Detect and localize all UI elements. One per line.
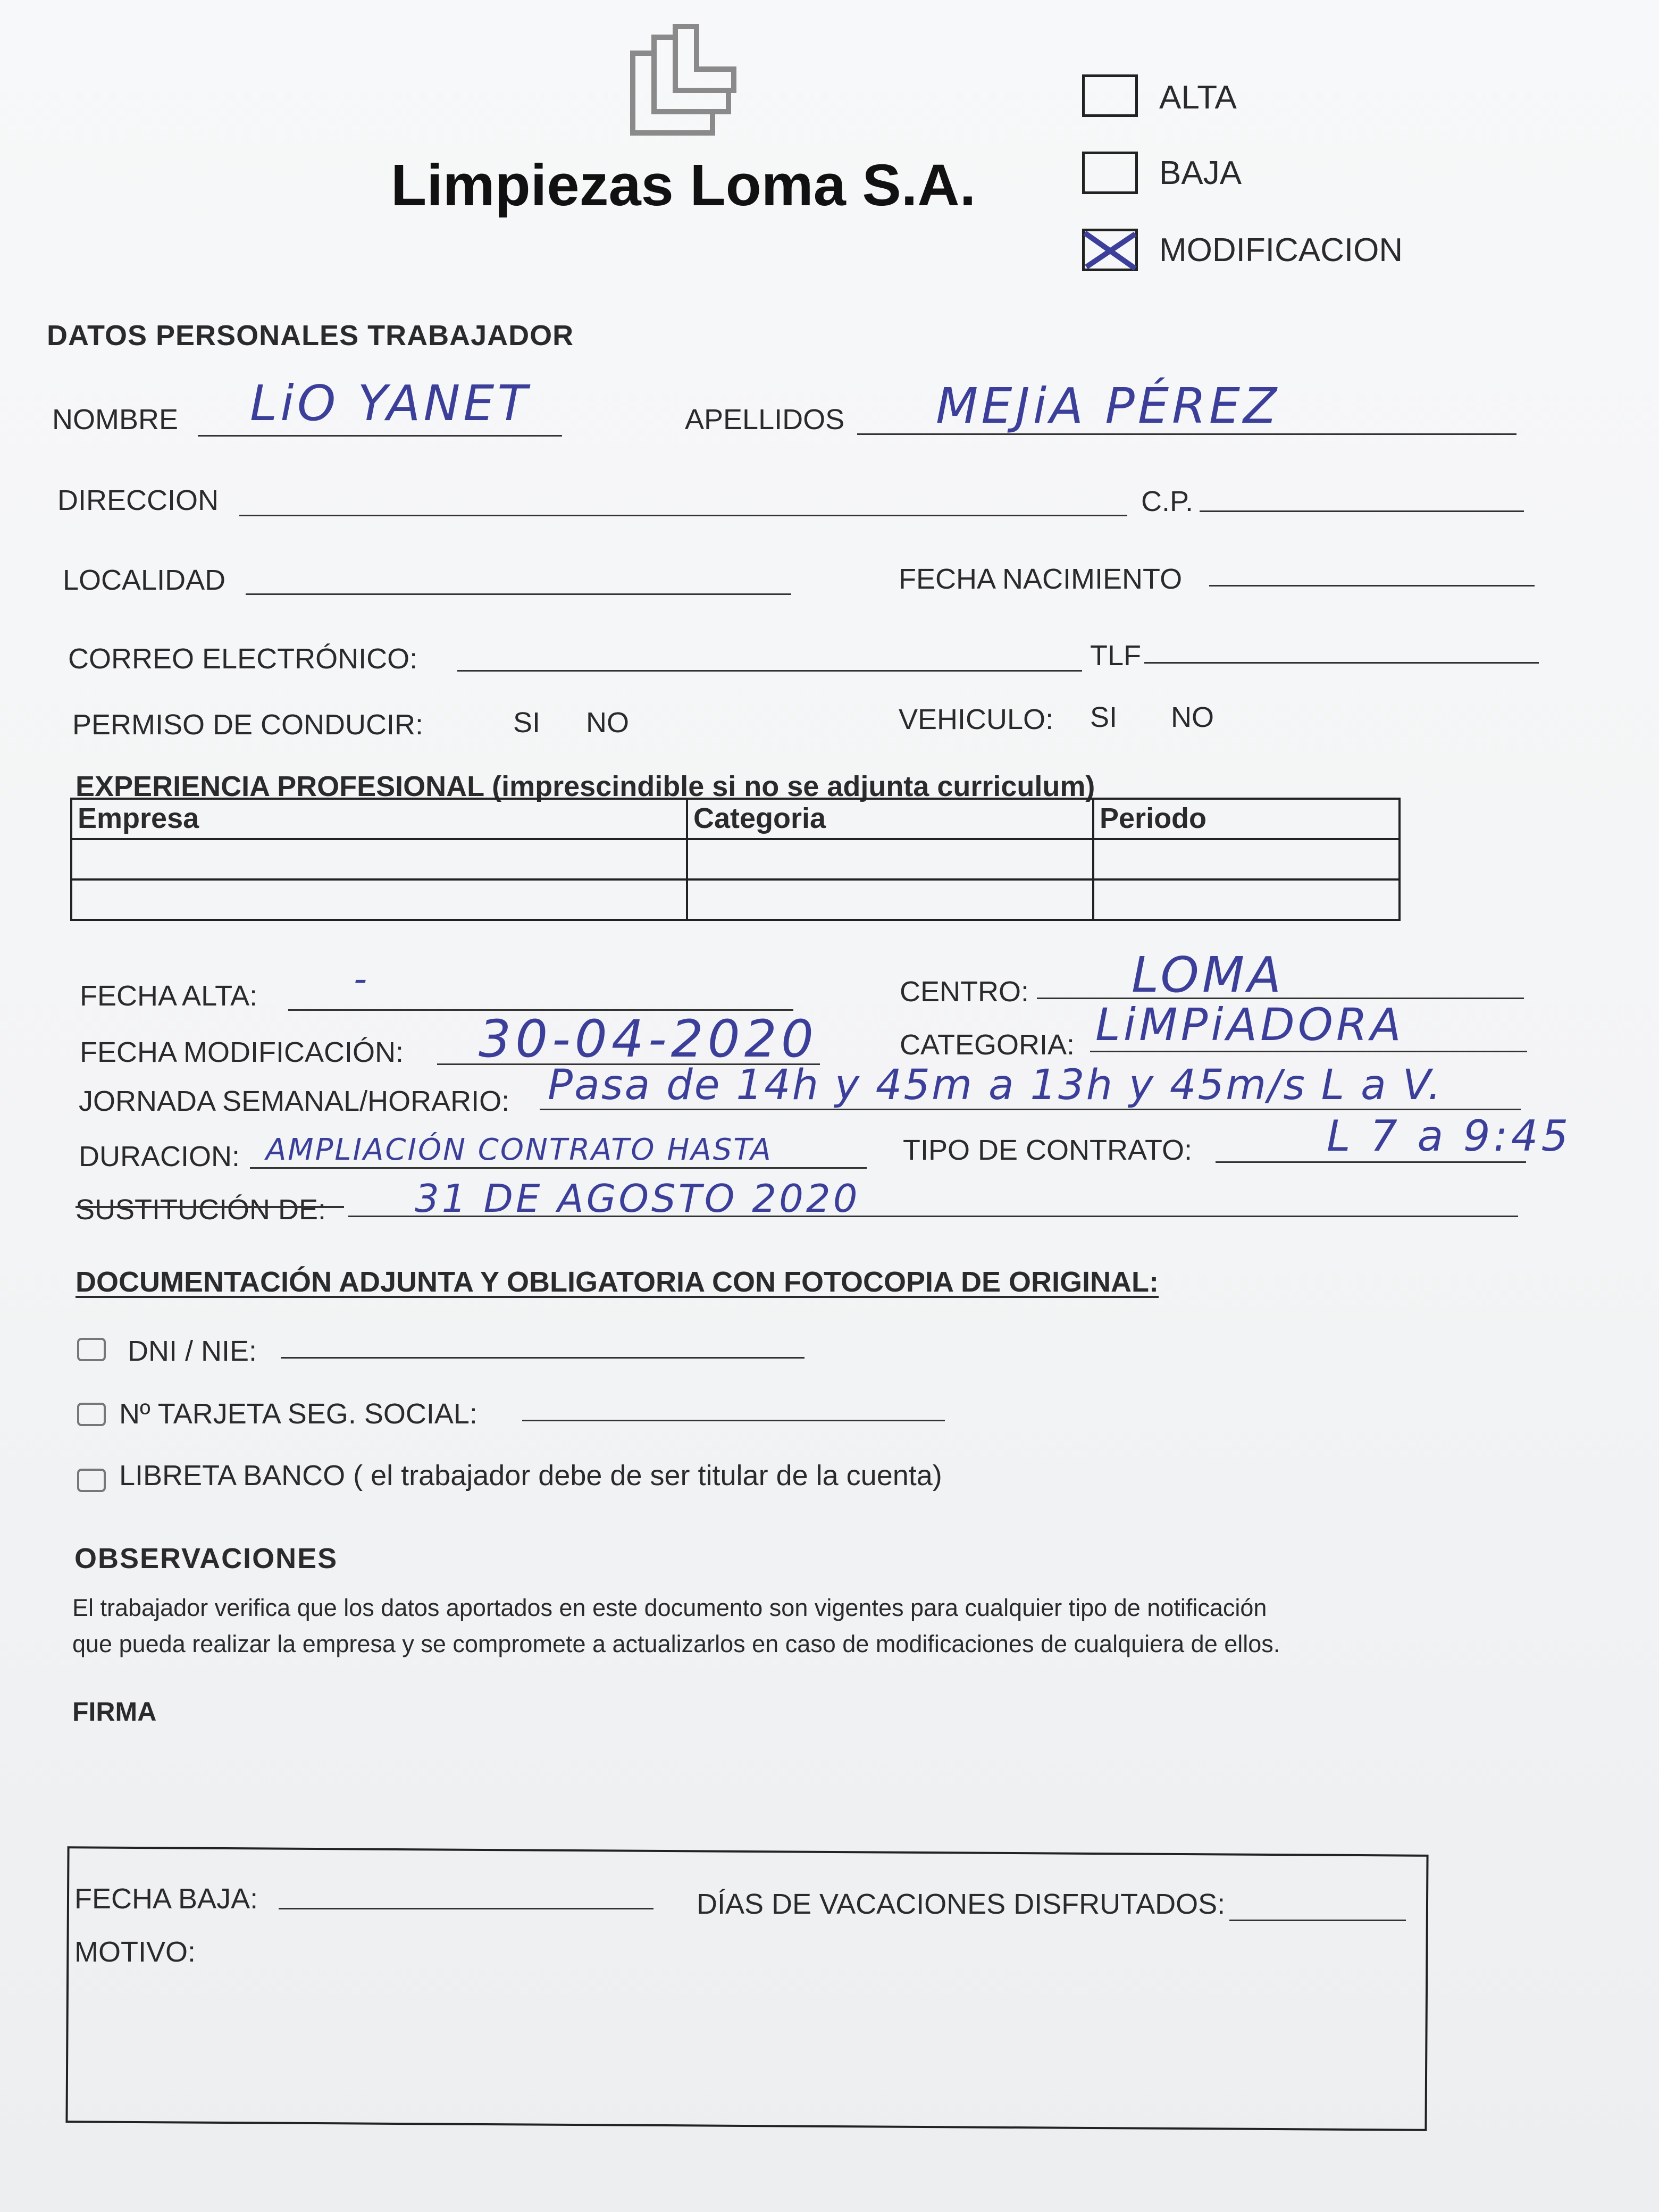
nombre-label: NOMBRE [52, 404, 179, 435]
table-cell[interactable] [687, 879, 1093, 920]
column-periodo: Periodo [1093, 799, 1400, 839]
seg-social-line [522, 1420, 945, 1421]
motivo-field[interactable] [74, 1978, 1414, 2106]
direccion-label: DIRECCION [57, 484, 219, 516]
column-empresa: Empresa [71, 799, 687, 839]
cp-label: C.P. [1141, 485, 1194, 517]
apellidos-label: APELLIDOS [685, 404, 845, 435]
alta-checkbox[interactable] [1082, 74, 1138, 117]
fecha-baja-label: FECHA BAJA: [74, 1883, 258, 1915]
permiso-si[interactable]: SI [513, 707, 541, 739]
tlf-label: TLF [1090, 640, 1142, 672]
centro-value[interactable]: LOMA [1132, 946, 1285, 1003]
categoria-label: CATEGORIA: [900, 1029, 1075, 1061]
fecha-nacimiento-label: FECHA NACIMIENTO [899, 563, 1183, 595]
jornada-value[interactable]: Pasa de 14h y 45m a 13h y 45m/s L a V. [548, 1061, 1443, 1109]
checked-x-mark [1082, 229, 1138, 271]
categoria-value[interactable]: LiMPiADORA [1095, 999, 1404, 1051]
fecha-modificacion-value[interactable]: 30-04-2020 [479, 1009, 818, 1069]
vehiculo-no[interactable]: NO [1171, 701, 1214, 733]
localidad-line [246, 593, 791, 595]
fecha-baja-line [279, 1908, 653, 1909]
permiso-no[interactable]: NO [586, 707, 629, 739]
baja-label: BAJA [1159, 155, 1242, 191]
categoria-line [1090, 1051, 1527, 1052]
table-cell[interactable] [687, 839, 1093, 879]
observaciones-title: OBSERVACIONES [74, 1543, 338, 1574]
modificacion-checkbox[interactable] [1082, 229, 1138, 271]
libreta-checkbox[interactable] [77, 1469, 106, 1492]
table-cell[interactable] [1093, 839, 1400, 879]
personal-section-title: DATOS PERSONALES TRABAJADOR [47, 320, 574, 351]
table-row [71, 839, 1400, 879]
dni-label: DNI / NIE: [128, 1335, 257, 1367]
dni-checkbox[interactable] [77, 1338, 106, 1361]
seg-social-checkbox[interactable] [77, 1403, 106, 1426]
tipo-contrato-line [1216, 1161, 1526, 1163]
apellidos-value[interactable]: MEJiA PÉREZ [936, 378, 1280, 434]
documentation-title: DOCUMENTACIÓN ADJUNTA Y OBLIGATORIA CON FOTOCOPIA DE ORIGINAL: [76, 1266, 1159, 1298]
fecha-nacimiento-line [1209, 585, 1535, 586]
fecha-modificacion-label: FECHA MODIFICACIÓN: [80, 1036, 404, 1068]
correo-label: CORREO ELECTRÓNICO: [68, 643, 418, 675]
fecha-alta-label: FECHA ALTA: [80, 980, 258, 1012]
experience-title: EXPERIENCIA PROFESIONAL (imprescindible si no se adjunta curriculum) [76, 770, 1095, 802]
jornada-label: JORNADA SEMANAL/HORARIO: [79, 1085, 510, 1117]
observaciones-line-2: que pueda realizar la empresa y se compromete a actualizarlos en caso de modificaciones de cualquiera de ellos. [72, 1630, 1280, 1657]
observaciones-line-1: El trabajador verifica que los datos aportados en este documento son vigentes para cualquier tipo de notificación [72, 1594, 1267, 1621]
alta-label: ALTA [1159, 79, 1237, 116]
experience-table [70, 798, 1401, 921]
dni-line [281, 1357, 805, 1359]
vehiculo-si[interactable]: SI [1090, 701, 1118, 733]
vacaciones-label: DÍAS DE VACACIONES DISFRUTADOS: [697, 1888, 1226, 1920]
firma-label: FIRMA [72, 1697, 157, 1727]
tlf-line [1144, 662, 1539, 664]
column-categoria: Categoria [687, 799, 1093, 839]
company-logo [617, 21, 744, 154]
baja-checkbox[interactable] [1082, 152, 1138, 194]
centro-label: CENTRO: [900, 976, 1029, 1008]
sustitucion-strikethrough [76, 1206, 344, 1208]
direccion-line [239, 515, 1127, 516]
correo-line [457, 670, 1082, 672]
libreta-label: LIBRETA BANCO ( el trabajador debe de ser titular de la cuenta) [119, 1460, 942, 1492]
fecha-alta-value[interactable]: - [354, 957, 371, 1001]
cp-line [1200, 510, 1524, 512]
duracion-value[interactable]: AMPLIACIÓN CONTRATO HASTA [266, 1133, 773, 1167]
table-header-row [71, 799, 1400, 839]
seg-social-label: Nº TARJETA SEG. SOCIAL: [119, 1398, 477, 1430]
sustitucion-value[interactable]: 31 DE AGOSTO 2020 [415, 1176, 860, 1221]
permiso-label: PERMISO DE CONDUCIR: [72, 709, 424, 741]
table-row [71, 879, 1400, 920]
tipo-contrato-label: TIPO DE CONTRATO: [903, 1134, 1193, 1166]
duracion-label: DURACION: [79, 1141, 240, 1172]
tipo-contrato-value[interactable]: L 7 a 9:45 [1327, 1111, 1572, 1161]
table-cell[interactable] [71, 839, 687, 879]
table-cell[interactable] [71, 879, 687, 920]
duracion-line [250, 1167, 867, 1169]
vacaciones-line [1229, 1920, 1406, 1921]
table-cell[interactable] [1093, 879, 1400, 920]
vehiculo-label: VEHICULO: [899, 703, 1054, 735]
nombre-line [198, 435, 562, 437]
nombre-value[interactable]: LiO YANET [250, 375, 531, 432]
signature-area[interactable] [72, 1733, 1455, 1829]
company-name: Limpiezas Loma S.A. [391, 153, 976, 218]
modificacion-label: MODIFICACION [1159, 232, 1403, 269]
sustitucion-label: SUSTITUCIÓN DE: [76, 1194, 326, 1226]
localidad-label: LOCALIDAD [63, 564, 226, 596]
motivo-label: MOTIVO: [74, 1936, 196, 1968]
